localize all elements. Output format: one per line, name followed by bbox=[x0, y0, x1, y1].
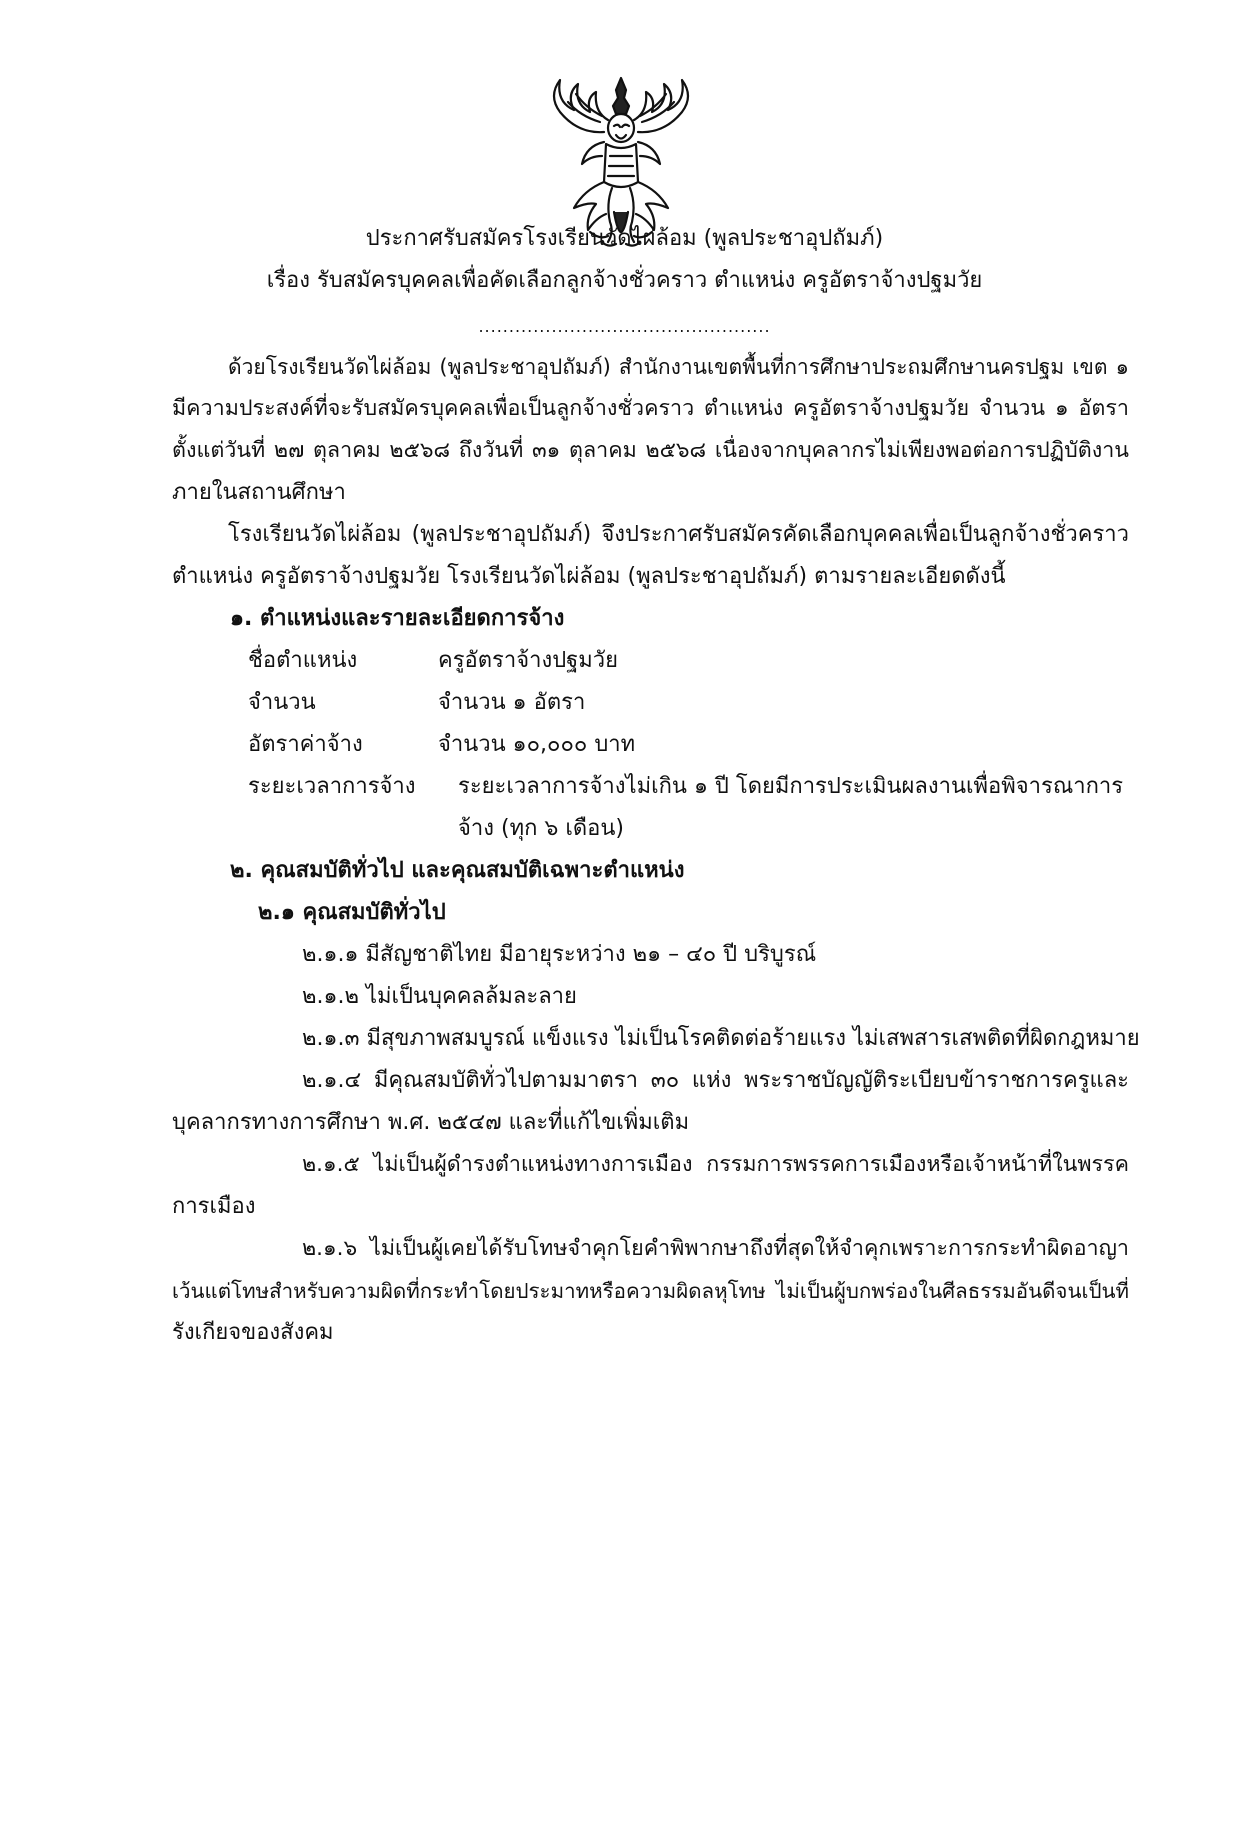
detail-value-duration: ระยะเวลาการจ้างไม่เกิน ๑ ปี โดยมีการประเมินผลงานเพื่อพิจารณาการ bbox=[458, 774, 1124, 799]
detail-value-wage: จำนวน ๑๐,๐๐๐ บาท bbox=[438, 732, 636, 757]
section-2-heading: ๒. คุณสมบัติทั่วไป และคุณสมบัติเฉพาะตำแหน่ง bbox=[230, 858, 685, 883]
intro-paragraph-1-line-1: ด้วยโรงเรียนวัดไผ่ล้อม (พูลประชาอุปถัมภ์) สำนักงานเขตพื้นที่การศึกษาประถมศึกษานครปฐม เขต ๑ bbox=[228, 355, 1129, 379]
detail-label-position: ชื่อตำแหน่ง bbox=[248, 648, 358, 673]
detail-label-duration: ระยะเวลาการจ้าง bbox=[248, 774, 416, 799]
detail-value-position: ครูอัตราจ้างปฐมวัย bbox=[438, 648, 619, 673]
qualification-2-1-5-line-2: การเมือง bbox=[172, 1194, 256, 1219]
qualification-2-1-4-line-2: บุคลากรทางการศึกษา พ.ศ. ๒๕๔๗ และที่แก้ไขเพิ่มเติม bbox=[172, 1110, 690, 1135]
qualification-2-1-4-line-1: ๒.๑.๔ มีคุณสมบัติทั่วไปตามมาตรา ๓๐ แห่ง พระราชบัญญัติระเบียบข้าราชการครูและ bbox=[302, 1068, 1129, 1093]
qualification-2-1-6-line-2: เว้นแต่โทษสำหรับความผิดที่กระทำโดยประมาทหรือความผิดลหุโทษ ไม่เป็นผู้บกพร่องในศีลธรรมอันดีจนเป็นที่ bbox=[172, 1279, 1129, 1303]
intro-paragraph-2-line-1: โรงเรียนวัดไผ่ล้อม (พูลประชาอุปถัมภ์) จึงประกาศรับสมัครคัดเลือกบุคคลเพื่อเป็นลูกจ้างชั่วคราว bbox=[228, 522, 1129, 547]
qualification-2-1-3: ๒.๑.๓ มีสุขภาพสมบูรณ์ แข็งแรง ไม่เป็นโรคติดต่อร้ายแรง ไม่เสพสารเสพติดที่ผิดกฎหมาย bbox=[302, 1026, 1140, 1051]
detail-value-quantity: จำนวน ๑ อัตรา bbox=[438, 690, 586, 715]
detail-label-quantity: จำนวน bbox=[248, 690, 316, 715]
intro-paragraph-1-line-2: มีความประสงค์ที่จะรับสมัครบุคคลเพื่อเป็นลูกจ้างชั่วคราว ตำแหน่ง ครูอัตราจ้างปฐมวัย จำนวน ๑ อัตรา bbox=[172, 396, 1129, 421]
intro-paragraph-2-line-2: ตำแหน่ง ครูอัตราจ้างปฐมวัย โรงเรียนวัดไผ่ล้อม (พูลประชาอุปถัมภ์) ตามรายละเอียดดังนี้ bbox=[172, 564, 1006, 589]
qualification-2-1-2: ๒.๑.๒ ไม่เป็นบุคคลล้มละลาย bbox=[302, 984, 577, 1009]
intro-paragraph-1-line-4: ภายในสถานศึกษา bbox=[172, 480, 346, 505]
qualification-2-1-5-line-1: ๒.๑.๕ ไม่เป็นผู้ดำรงตำแหน่งทางการเมือง กรรมการพรรคการเมืองหรือเจ้าหน้าที่ในพรรค bbox=[302, 1152, 1129, 1177]
intro-paragraph-1-line-3: ตั้งแต่วันที่ ๒๗ ตุลาคม ๒๕๖๘ ถึงวันที่ ๓๑ ตุลาคม ๒๕๖๘ เนื่องจากบุคลากรไม่เพียงพอต่อการปฏิบัติงาน bbox=[172, 438, 1129, 463]
detail-label-wage: อัตราค่าจ้าง bbox=[248, 732, 363, 757]
header-separator: ................................................ bbox=[478, 317, 771, 336]
announcement-subject: เรื่อง รับสมัครบุคคลเพื่อคัดเลือกลูกจ้างชั่วคราว ตำแหน่ง ครูอัตราจ้างปฐมวัย bbox=[266, 268, 983, 293]
qualification-2-1-6-line-3: รังเกียจของสังคม bbox=[172, 1320, 334, 1345]
qualification-2-1-6-line-1: ๒.๑.๖ ไม่เป็นผู้เคยได้รับโทษจำคุกโยคำพิพากษาถึงที่สุดให้จำคุกเพราะการกระทำผิดอาญา bbox=[302, 1236, 1129, 1261]
section-1-heading: ๑. ตำแหน่งและรายละเอียดการจ้าง bbox=[230, 606, 565, 631]
announcement-title: ประกาศรับสมัครโรงเรียนวัดไผ่ล้อม (พูลประชาอุปถัมภ์) bbox=[365, 226, 884, 251]
detail-value-duration-cont: จ้าง (ทุก ๖ เดือน) bbox=[458, 816, 624, 841]
qualification-2-1-1: ๒.๑.๑ มีสัญชาติไทย มีอายุระหว่าง ๒๑ – ๔๐ ปี บริบูรณ์ bbox=[302, 942, 817, 967]
section-2-1-heading: ๒.๑ คุณสมบัติทั่วไป bbox=[258, 900, 446, 925]
